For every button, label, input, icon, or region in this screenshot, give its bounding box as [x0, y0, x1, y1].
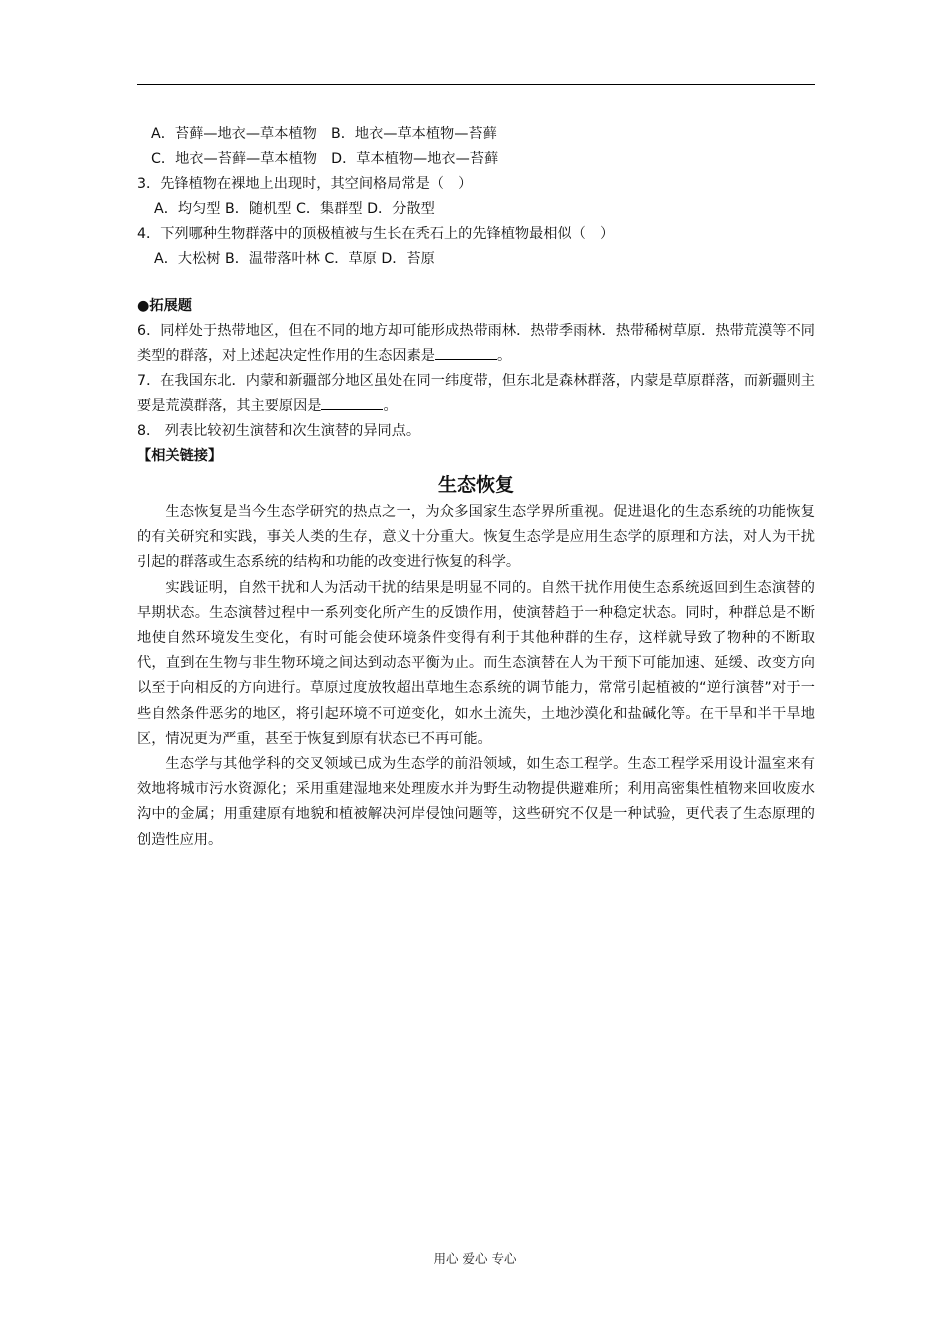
- q8-text: 8． 列表比较初生演替和次生演替的异同点。: [137, 423, 421, 439]
- q2-options-line-2: C．地衣—苔藓—草本植物 D．草本植物—地衣—苔藓: [151, 151, 499, 167]
- q6-answer-blank[interactable]: [435, 344, 497, 360]
- q6-period: 。: [496, 348, 512, 364]
- q3-stem: 3．先锋植物在裸地上出现时，其空间格局常是（ ）: [137, 176, 473, 192]
- related-links-heading: 【相关链接】: [137, 448, 223, 464]
- extension-heading: ●拓展题: [137, 298, 192, 314]
- q4-stem: 4．下列哪种生物群落中的顶极植被与生长在秃石上的先锋植物最相似（ ）: [137, 226, 615, 242]
- q7-period: 。: [383, 398, 398, 414]
- article-paragraph-3: 生态学与其他学科的交叉领域已成为生态学的前沿领域，如生态工程学。生态工程学采用设计温室来有效地将城市污水资源化；采用重建湿地来处理废水并为野生动物提供避难所；利用高密集性植物来回收废水沟中的金属；用重建原有地貌和植被解决河岸侵蚀问题等，这些研究不仅是一种试验，更代表了生态原理的创造性应用。: [137, 756, 815, 848]
- spacer: [137, 272, 815, 294]
- article-title: 生态恢复: [437, 474, 514, 496]
- q7-text: [137, 369, 815, 419]
- q6-text: [137, 319, 815, 369]
- q7-stem: 7．在我国东北．内蒙和新疆部分地区虽处在同一纬度带，但东北是森林群落，内蒙是草原群落，而新疆则主要是荒漠群落，其主要原因是: [137, 373, 815, 414]
- header-rule: [137, 84, 815, 85]
- q7-answer-blank[interactable]: [321, 394, 383, 410]
- article-paragraph-2: 实践证明，自然干扰和人为活动干扰的结果是明显不同的。自然干扰作用使生态系统返回到生态演替的早期状态。生态演替过程中一系列变化所产生的反馈作用，使演替趋于一种稳定状态。同时，种群总是不断地使自然环境发生变化，有时可能会使环境条件变得有利于其他种群的生存，这样就导致了物种的不断取代，直到在生物与非生物环境之间达到动态平衡为止。而生态演替在人为干预下可能加速、延缓、改变方向以至于向相反的方向进行。草原过度放牧超出草地生态系统的调节能力，常常引起植被的“逆行演替”对于一些自然条件恶劣的地区，将引起环境不可逆变化，如水土流失，土地沙漠化和盐碱化等。在干旱和半干旱地区，情况更为严重，甚至于恢复到原有状态已不再可能。: [137, 579, 815, 747]
- q3-options: A．均匀型 B．随机型 C．集群型 D．分散型: [154, 201, 435, 217]
- page-footer: 用心 爱心 专心: [433, 1251, 517, 1266]
- article-paragraph-1: 生态恢复是当今生态学研究的热点之一，为众多国家生态学界所重视。促进退化的生态系统的功能恢复的有关研究和实践，事关人类的生存，意义十分重大。恢复生态学是应用生态学的原理和方法，对人为干扰引起的群落或生态系统的结构和功能的改变进行恢复的科学。: [137, 504, 815, 571]
- main-content: [137, 122, 815, 853]
- q4-options: A．大松树 B．温带落叶林 C．草原 D．苔原: [154, 251, 435, 267]
- q2-options-line-1: A．苔藓—地衣—草本植物 B．地衣—草本植物—苔藓: [151, 126, 497, 142]
- q6-stem: 6．同样处于热带地区，但在不同的地方却可能形成热带雨林．热带季雨林．热带稀树草原．热带荒漠等不同类型的群落，对上述起决定性作用的生态因素是: [137, 323, 815, 364]
